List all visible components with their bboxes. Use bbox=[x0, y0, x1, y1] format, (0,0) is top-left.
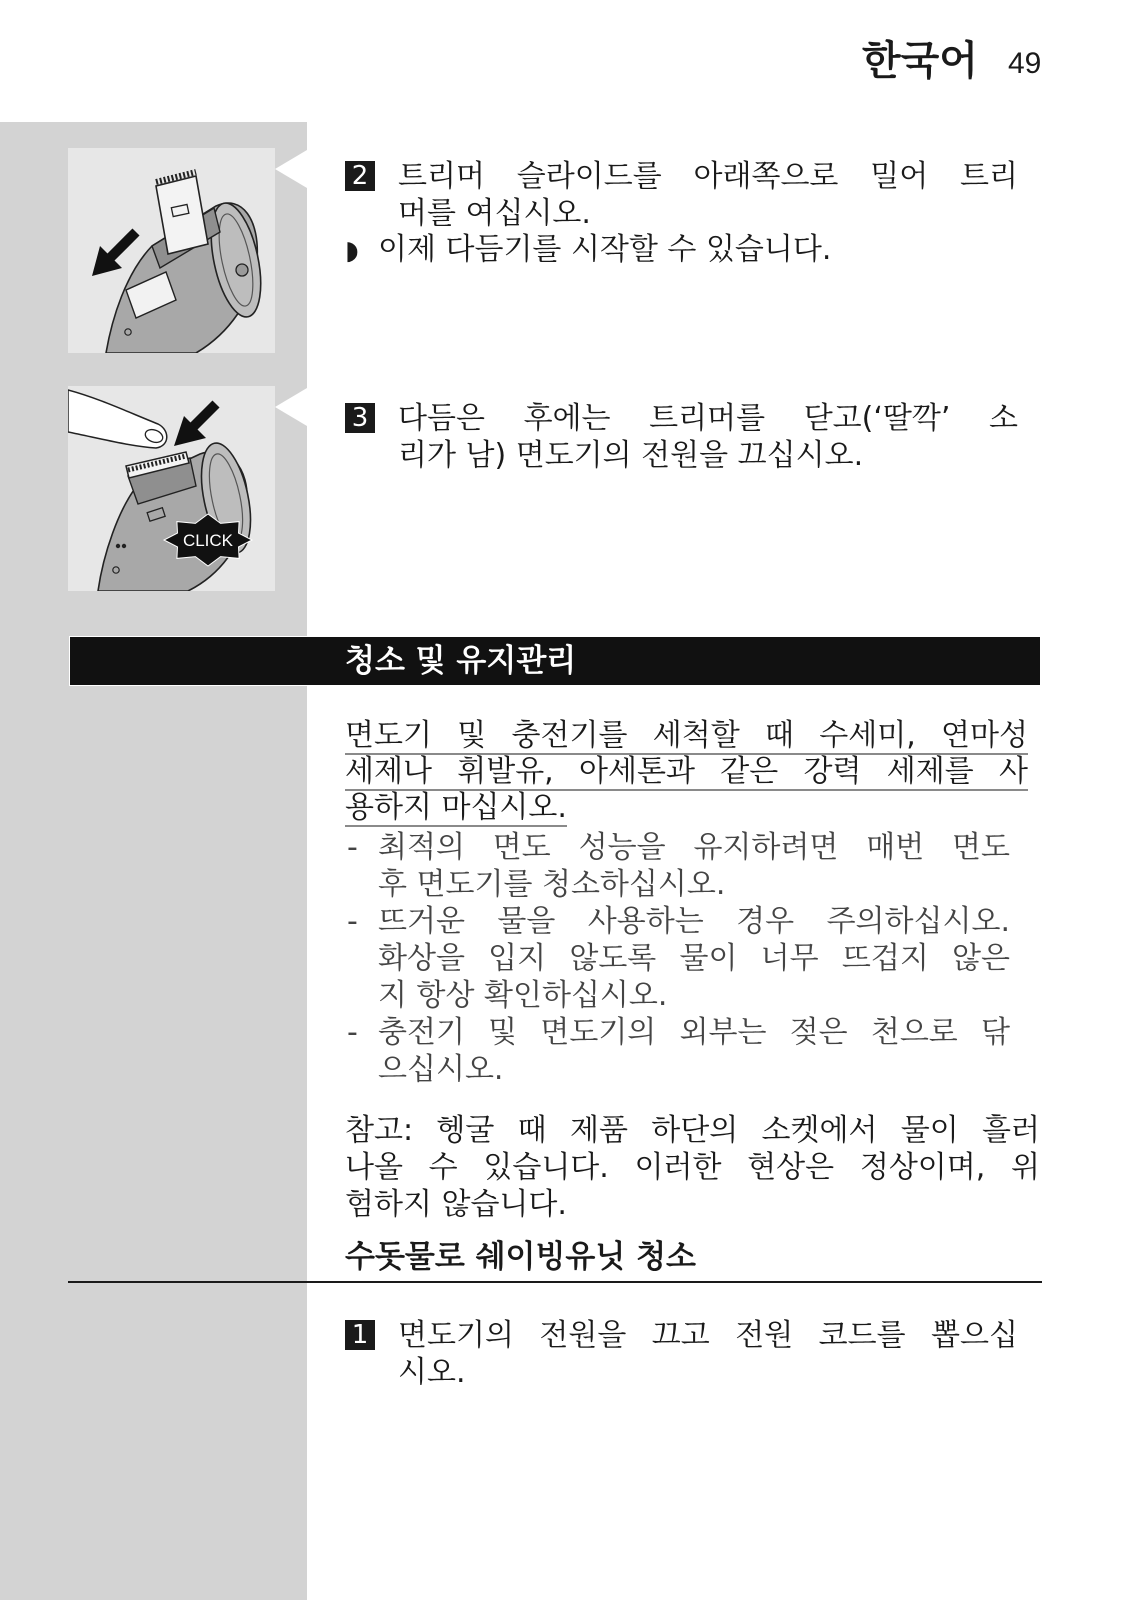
page-number: 49 bbox=[1008, 47, 1042, 80]
figure-pointer bbox=[275, 388, 307, 426]
result-bullet-icon: ◗ bbox=[345, 236, 359, 266]
note-line: 참고: 헹굴 때 제품 하단의 소켓에서 물이 흘러 bbox=[345, 1113, 1040, 1148]
step-text-line: 시오. bbox=[398, 1355, 466, 1390]
note-line: 험하지 않습니다. bbox=[345, 1187, 567, 1222]
figure-pointer bbox=[275, 150, 307, 188]
tip-dash: - bbox=[347, 1015, 358, 1050]
section-title: 청소 및 유지관리 bbox=[345, 643, 577, 679]
step-number-badge: 2 bbox=[345, 161, 375, 191]
section-heading-bar bbox=[70, 637, 1040, 685]
result-text: 이제 다듬기를 시작할 수 있습니다. bbox=[378, 232, 832, 267]
tip-dash: - bbox=[347, 904, 358, 939]
step-text-line: 리가 남) 면도기의 전원을 끄십시오. bbox=[398, 438, 864, 473]
click-badge bbox=[164, 514, 252, 566]
tip-dash: - bbox=[347, 830, 358, 865]
step-text-line: 다듬은 후에는 트리머를 닫고(‘딸깍’ 소 bbox=[398, 401, 1018, 436]
step-3 bbox=[345, 400, 1025, 474]
click-badge-label: CLICK bbox=[182, 531, 234, 550]
arrow-down-left-icon bbox=[92, 232, 136, 276]
language-heading: 한국어 bbox=[862, 38, 978, 84]
tip-line: 충전기 및 면도기의 외부는 젖은 천으로 닦 bbox=[378, 1015, 1010, 1050]
side-button bbox=[236, 264, 248, 276]
step-number-badge: 3 bbox=[345, 403, 375, 433]
tip-line: 화상을 입지 않도록 물이 너무 뜨겁지 않은 bbox=[378, 941, 1010, 976]
warning-paragraph bbox=[345, 719, 1028, 831]
tip-line: 뜨거운 물을 사용하는 경우 주의하십시오. bbox=[378, 904, 1010, 939]
subsection-title: 수돗물로 쉐이빙유닛 청소 bbox=[345, 1239, 696, 1275]
note-paragraph bbox=[345, 1112, 1040, 1223]
step-2 bbox=[345, 158, 1025, 232]
step-1 bbox=[345, 1317, 1025, 1391]
step-text-line: 면도기의 전원을 끄고 전원 코드를 뽑으십 bbox=[398, 1318, 1018, 1353]
tip-item bbox=[345, 829, 1010, 903]
indicator-dot bbox=[116, 544, 120, 548]
tip-line: 지 항상 확인하십시오. bbox=[378, 978, 668, 1013]
warning-line: 용하지 마십시오. bbox=[345, 791, 567, 825]
warning-line: 면도기 및 충전기를 세척할 때 수세미, 연마성 bbox=[345, 719, 1028, 753]
step-number-badge: 1 bbox=[345, 1320, 375, 1350]
subsection-divider bbox=[68, 1281, 1042, 1283]
tip-line: 으십시오. bbox=[378, 1052, 504, 1087]
tip-line: 최적의 면도 성능을 유지하려면 매번 면도 bbox=[378, 830, 1010, 865]
indicator-dot bbox=[122, 544, 126, 548]
arrow-down-left-icon bbox=[174, 404, 216, 446]
step-text-line: 트리머 슬라이드를 아래쪽으로 밀어 트리 bbox=[398, 159, 1018, 194]
step-text-line: 머를 여십시오. bbox=[398, 196, 591, 231]
tip-item bbox=[345, 1014, 1010, 1088]
tip-line: 후 면도기를 청소하십시오. bbox=[378, 867, 726, 902]
figure-trimmer-open bbox=[68, 148, 275, 353]
warning-line: 세제나 휘발유, 아세톤과 같은 강력 세제를 사 bbox=[345, 755, 1028, 789]
tip-item bbox=[345, 903, 1010, 1014]
note-line: 나올 수 있습니다. 이러한 현상은 정상이며, 위 bbox=[345, 1150, 1040, 1185]
figure-trimmer-close bbox=[68, 386, 275, 591]
result-line bbox=[345, 231, 1035, 268]
finger-illustration bbox=[68, 390, 167, 448]
